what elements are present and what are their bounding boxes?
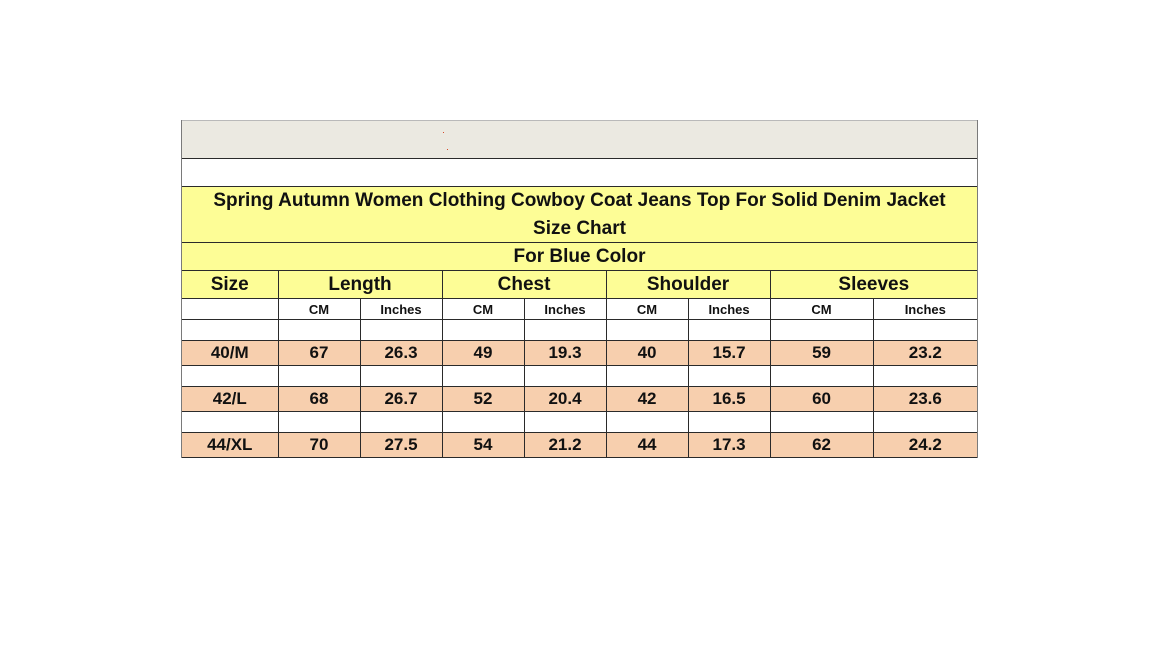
unit-cell: Inches bbox=[688, 299, 770, 320]
header-sleeves: Sleeves bbox=[770, 271, 977, 299]
value-cell: 40 bbox=[606, 341, 688, 366]
table-row bbox=[182, 433, 977, 458]
title-line-1: Spring Autumn Women Clothing Cowboy Coat Jeans Top For Solid Denim Jacket bbox=[213, 189, 946, 211]
unit-cell: CM bbox=[278, 299, 360, 320]
value-cell: 52 bbox=[442, 387, 524, 412]
header-length: Length bbox=[278, 271, 442, 299]
spacer-row bbox=[182, 320, 977, 341]
value-cell: 42 bbox=[606, 387, 688, 412]
size-cell: 42/L bbox=[182, 387, 278, 412]
value-cell: 59 bbox=[770, 341, 873, 366]
value-cell: 24.2 bbox=[873, 433, 977, 458]
value-cell: 49 bbox=[442, 341, 524, 366]
unit-cell: CM bbox=[442, 299, 524, 320]
chart-subtitle: For Blue Color bbox=[182, 243, 977, 271]
top-gray-row bbox=[182, 120, 977, 159]
value-cell: 23.2 bbox=[873, 341, 977, 366]
value-cell: 44 bbox=[606, 433, 688, 458]
unit-cell: CM bbox=[606, 299, 688, 320]
table-row bbox=[182, 387, 977, 412]
unit-cell: Inches bbox=[524, 299, 606, 320]
size-table bbox=[182, 271, 977, 458]
value-cell: 16.5 bbox=[688, 387, 770, 412]
value-cell: 60 bbox=[770, 387, 873, 412]
value-cell: 70 bbox=[278, 433, 360, 458]
value-cell: 26.7 bbox=[360, 387, 442, 412]
size-cell: 44/XL bbox=[182, 433, 278, 458]
header-chest: Chest bbox=[442, 271, 606, 299]
value-cell: 67 bbox=[278, 341, 360, 366]
value-cell: 20.4 bbox=[524, 387, 606, 412]
value-cell: 21.2 bbox=[524, 433, 606, 458]
value-cell: 27.5 bbox=[360, 433, 442, 458]
blank-row bbox=[182, 159, 977, 187]
size-cell: 40/M bbox=[182, 341, 278, 366]
value-cell: 26.3 bbox=[360, 341, 442, 366]
title-line-2: Size Chart bbox=[533, 217, 626, 239]
value-cell: 68 bbox=[278, 387, 360, 412]
value-cell: 54 bbox=[442, 433, 524, 458]
value-cell: 62 bbox=[770, 433, 873, 458]
header-row bbox=[182, 271, 977, 299]
value-cell: 15.7 bbox=[688, 341, 770, 366]
header-size: Size bbox=[182, 271, 278, 299]
header-shoulder: Shoulder bbox=[606, 271, 770, 299]
table-row bbox=[182, 341, 977, 366]
unit-cell: Inches bbox=[360, 299, 442, 320]
spacer-row bbox=[182, 366, 977, 387]
spacer-row bbox=[182, 412, 977, 433]
value-cell: 19.3 bbox=[524, 341, 606, 366]
chart-title bbox=[182, 187, 977, 243]
unit-blank bbox=[182, 299, 278, 320]
value-cell: 17.3 bbox=[688, 433, 770, 458]
units-row bbox=[182, 299, 977, 320]
unit-cell: Inches bbox=[873, 299, 977, 320]
unit-cell: CM bbox=[770, 299, 873, 320]
value-cell: 23.6 bbox=[873, 387, 977, 412]
size-chart-sheet bbox=[181, 120, 978, 458]
